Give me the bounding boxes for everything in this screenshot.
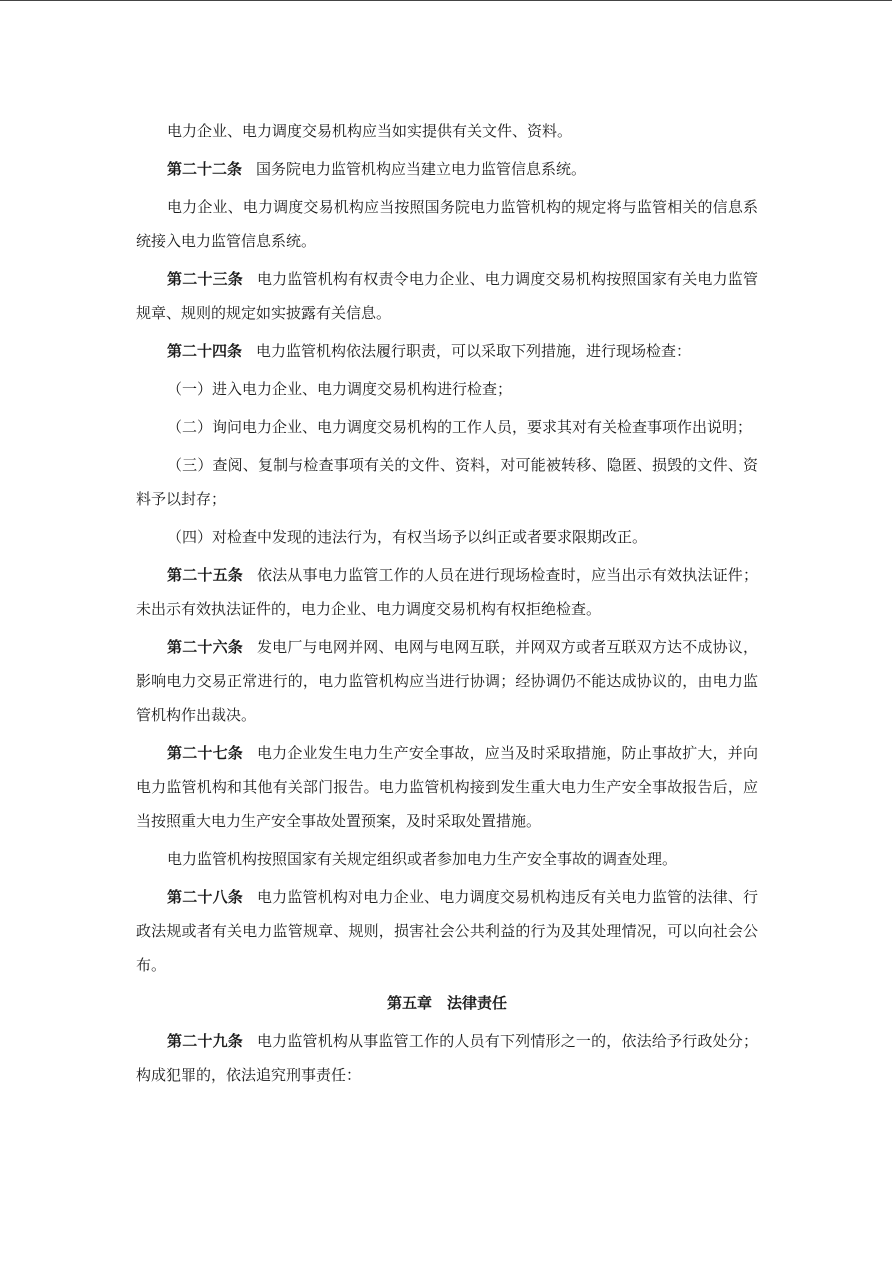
paragraph-text: （二）询问电力企业、电力调度交易机构的工作人员，要求其对有关检查事项作出说明； <box>167 418 753 436</box>
document-page <box>136 114 758 1096</box>
paragraph-13 <box>136 842 758 876</box>
article-number: 第二十三条 <box>167 270 243 288</box>
paragraph-text: 电力企业、电力调度交易机构应当按照国务院电力监管机构的规定将与监管相关的信息系统接入电力监管信息系统。 <box>136 198 758 250</box>
paragraph-text: （四）对检查中发现的违法行为，有权当场予以纠正或者要求限期改正。 <box>167 528 648 546</box>
chapter-heading: 第五章 法律责任 <box>386 994 507 1012</box>
article-number: 第二十二条 <box>167 160 243 178</box>
article-number: 第二十四条 <box>167 342 243 360</box>
article-number: 第二十五条 <box>167 566 243 584</box>
paragraph-text: 电力监管机构有权责令电力企业、电力调度交易机构按照国家有关电力监管规章、规则的规定如实披露有关信息。 <box>136 270 758 322</box>
list-item-2 <box>136 410 758 444</box>
article-29 <box>136 1024 758 1092</box>
paragraph-text: （一）进入电力企业、电力调度交易机构进行检查； <box>167 380 513 398</box>
article-22 <box>136 152 758 186</box>
paragraph-text: 依法从事电力监管工作的人员在进行现场检查时，应当出示有效执法证件；未出示有效执法证件的，电力企业、电力调度交易机构有权拒绝检查。 <box>136 566 758 618</box>
paragraph-text: （三）查阅、复制与检查事项有关的文件、资料，对可能被转移、隐匿、损毁的文件、资料予以封存； <box>136 456 758 508</box>
paragraph-text: 电力监管机构依法履行职责，可以采取下列措施，进行现场检查： <box>256 342 692 360</box>
article-number: 第二十八条 <box>167 888 243 906</box>
article-24 <box>136 334 758 368</box>
article-27 <box>136 736 758 838</box>
paragraph-text: 电力企业、电力调度交易机构应当如实提供有关文件、资料。 <box>167 122 573 140</box>
paragraph-text: 电力监管机构从事监管工作的人员有下列情形之一的，依法给予行政处分；构成犯罪的，依法追究刑事责任： <box>136 1032 758 1084</box>
paragraph-1 <box>136 114 758 148</box>
article-25 <box>136 558 758 626</box>
paragraph-text: 发电厂与电网并网、电网与电网互联，并网双方或者互联双方达不成协议，影响电力交易正常进行的，电力监管机构应当进行协调；经协调仍不能达成协议的，由电力监管机构作出裁决。 <box>136 638 758 724</box>
article-number: 第二十九条 <box>167 1032 243 1050</box>
article-28 <box>136 880 758 982</box>
paragraph-text: 电力监管机构按照国家有关规定组织或者参加电力生产安全事故的调查处理。 <box>167 850 678 868</box>
article-26 <box>136 630 758 732</box>
paragraph-text: 电力监管机构对电力企业、电力调度交易机构违反有关电力监管的法律、行政法规或者有关电力监管规章、规则，损害社会公共利益的行为及其处理情况，可以向社会公布。 <box>136 888 758 974</box>
list-item-4 <box>136 520 758 554</box>
article-23 <box>136 262 758 330</box>
top-border-line <box>0 0 892 1</box>
list-item-1 <box>136 372 758 406</box>
paragraph-text: 电力企业发生电力生产安全事故，应当及时采取措施，防止事故扩大，并向电力监管机构和其他有关部门报告。电力监管机构接到发生重大电力生产安全事故报告后，应当按照重大电力生产安全事故处置预案，及时采取处置措施。 <box>136 744 758 830</box>
list-item-3 <box>136 448 758 516</box>
article-number: 第二十七条 <box>167 744 243 762</box>
paragraph-text: 国务院电力监管机构应当建立电力监管信息系统。 <box>256 160 587 178</box>
article-number: 第二十六条 <box>167 638 243 656</box>
paragraph-3 <box>136 190 758 258</box>
